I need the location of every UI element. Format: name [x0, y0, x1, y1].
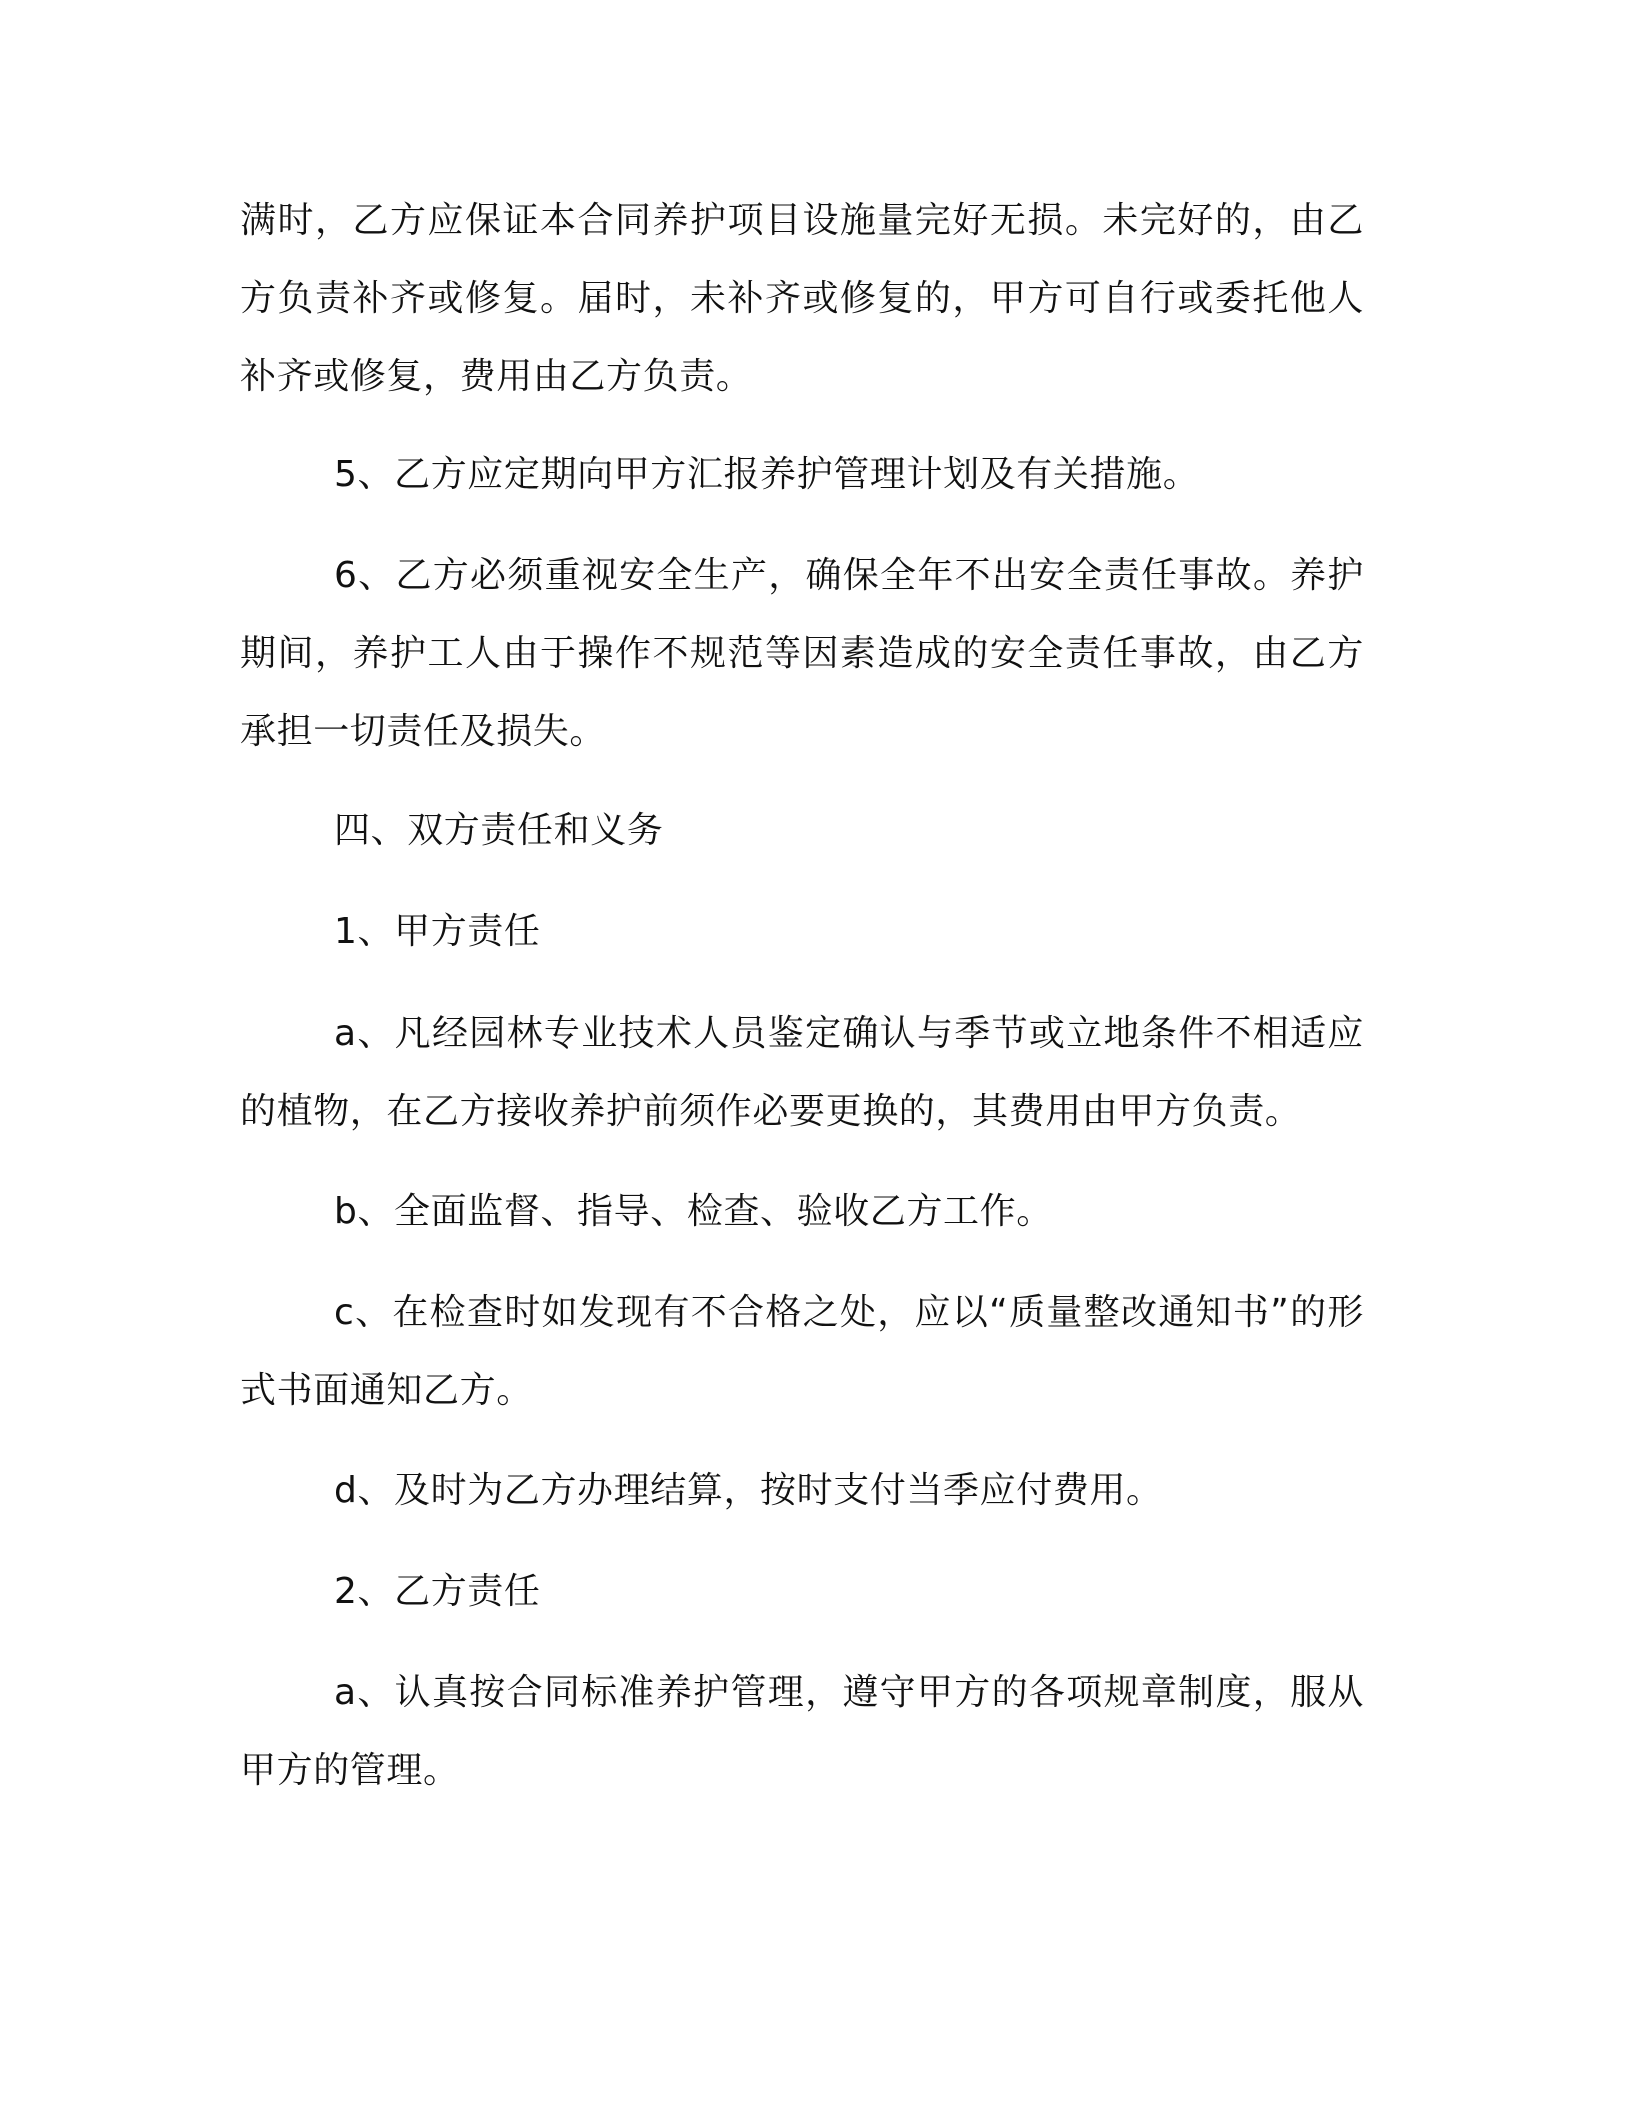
paragraph-party-b-item-a: a、认真按合同标准养护管理，遵守甲方的各项规章制度，服从甲方的管理。: [240, 1672, 1364, 1791]
paragraph-party-a-item-b: b、全面监督、指导、检查、验收乙方工作。: [334, 1191, 1053, 1232]
paragraph-item-6: 6、乙方必须重视安全生产，确保全年不出安全责任事故。养护期间，养护工人由于操作不规范等因素造成的安全责任事故，由乙方承担一切责任及损失。: [240, 555, 1364, 752]
paragraph-party-a-item-d: d、及时为乙方办理结算，按时支付当季应付费用。: [334, 1470, 1163, 1511]
heading-party-a-duties: 1、甲方责任: [334, 911, 541, 952]
heading-party-b-duties: 2、乙方责任: [334, 1571, 541, 1612]
paragraph-party-a-item-a: a、凡经园林专业技术人员鉴定确认与季节或立地条件不相适应的植物，在乙方接收养护前须作必要更换的，其费用由甲方负责。: [240, 1013, 1364, 1132]
paragraph-continued-maintenance: 满时，乙方应保证本合同养护项目设施量完好无损。未完好的，由乙方负责补齐或修复。届时，未补齐或修复的，甲方可自行或委托他人补齐或修复，费用由乙方负责。: [240, 200, 1364, 397]
section-heading-4: 四、双方责任和义务: [334, 810, 664, 851]
paragraph-party-a-item-c: c、在检查时如发现有不合格之处，应以“质量整改通知书”的形式书面通知乙方。: [240, 1292, 1364, 1411]
paragraph-item-5: 5、乙方应定期向甲方汇报养护管理计划及有关措施。: [334, 454, 1200, 495]
